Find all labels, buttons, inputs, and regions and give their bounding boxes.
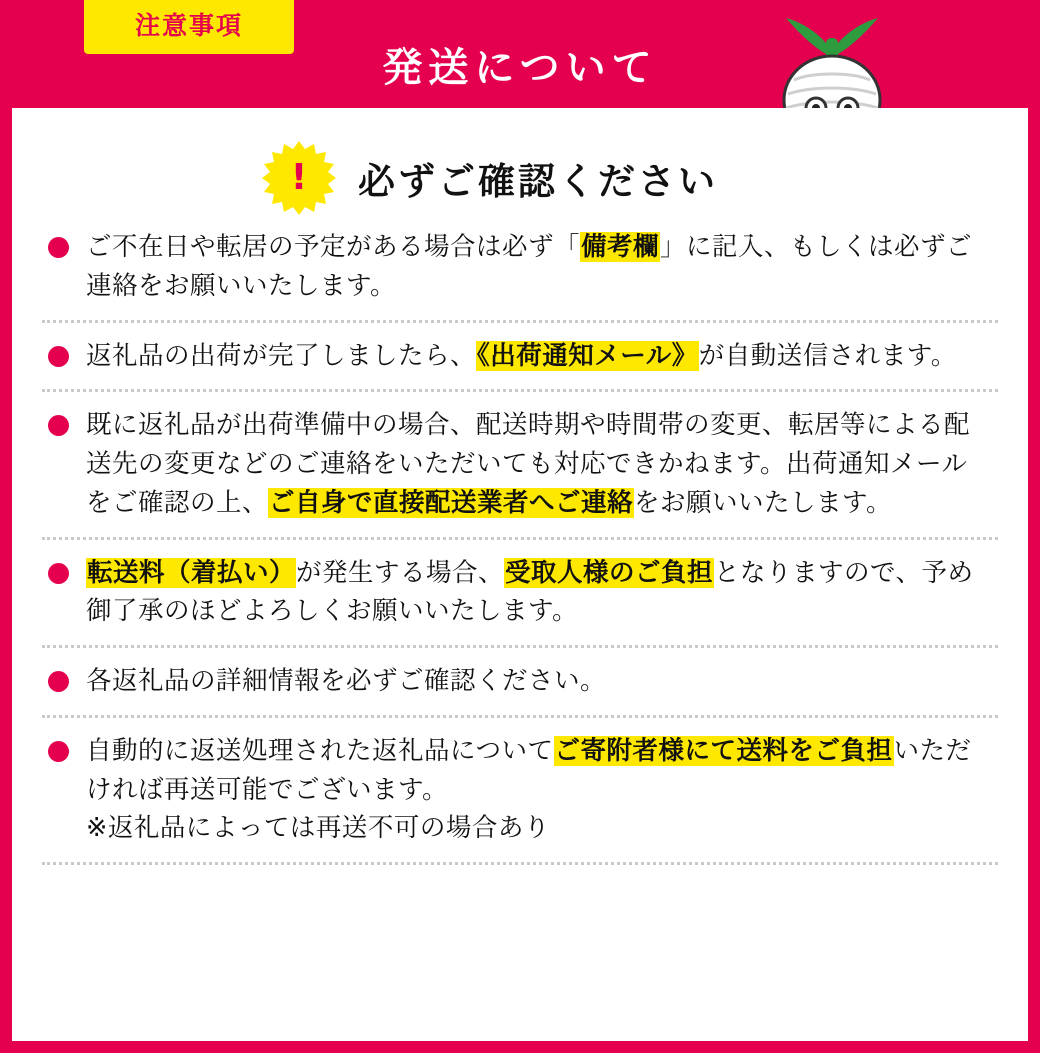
bullet-icon [48, 671, 69, 692]
notice-text [86, 228, 992, 306]
notice-text [86, 732, 992, 848]
item-forwarding-fee [42, 554, 998, 649]
plain-text: 返礼品の出荷が完了しましたら、 [86, 340, 477, 371]
bullet-icon [48, 346, 69, 367]
bullet-icon [48, 237, 69, 258]
notice-tag-label: 注意事項 [134, 11, 243, 40]
item-change-request [42, 406, 998, 539]
confirm-subheading [12, 138, 1028, 218]
notice-text [86, 337, 992, 376]
item-check-details [42, 662, 998, 718]
highlighted-text: ご寄附者様にて送料をご負担 [554, 735, 893, 766]
highlighted-text: 受取人様のご負担 [505, 557, 714, 588]
plain-text: 自動的に返送処理された返礼品について [86, 735, 554, 766]
notice-list [42, 228, 998, 865]
plain-text: となりますので、予め御了承のほどよろしくお願いいたします。 [86, 557, 974, 627]
highlighted-text: ご自身で直接配送業者へご連絡 [269, 487, 634, 518]
plain-text: が自動送信されます。 [698, 340, 957, 371]
notice-text [86, 662, 992, 701]
exclamation-burst-icon [262, 141, 336, 215]
plain-text: 」に記入、もしくは必ずご連絡をお願いいたします。 [86, 232, 973, 301]
plain-text: 各返礼品の詳細情報を必ずご確認ください。 [86, 666, 607, 696]
plain-text: いただければ再送可能でございます。 [86, 735, 972, 805]
highlighted-text: 《出荷通知メール》 [477, 340, 698, 371]
plain-text: ※返礼品によっては再送不可の場合あり [86, 813, 550, 844]
bullet-icon [48, 415, 69, 436]
plain-text: ご不在日や転居の予定がある場合は必ず「 [86, 232, 581, 262]
bullet-icon [48, 563, 69, 584]
plain-text: が発生する場合、 [296, 557, 505, 588]
item-absence-notice [42, 228, 998, 323]
highlighted-text: 備考欄 [581, 232, 660, 262]
page-title: 発送について [382, 45, 658, 91]
plain-text: をお願いいたします。 [634, 487, 892, 518]
notice-body [12, 108, 1028, 1041]
notice-text [86, 554, 992, 632]
plain-text: 既に返礼品が出荷準備中の場合、配送時期や時間帯の変更、転居等による配送先の変更などのご連絡をいただいても対応できかねます。出荷通知メールをご確認の上、 [86, 410, 971, 518]
highlighted-text: 転送料（着払い） [87, 557, 296, 588]
bullet-icon [48, 741, 69, 762]
item-returned-items [42, 732, 998, 865]
notice-text [86, 406, 992, 522]
confirm-subheading-text: 必ずご確認ください [358, 160, 718, 203]
item-shipping-mail [42, 337, 998, 393]
exclamation-mark: ! [290, 157, 308, 198]
